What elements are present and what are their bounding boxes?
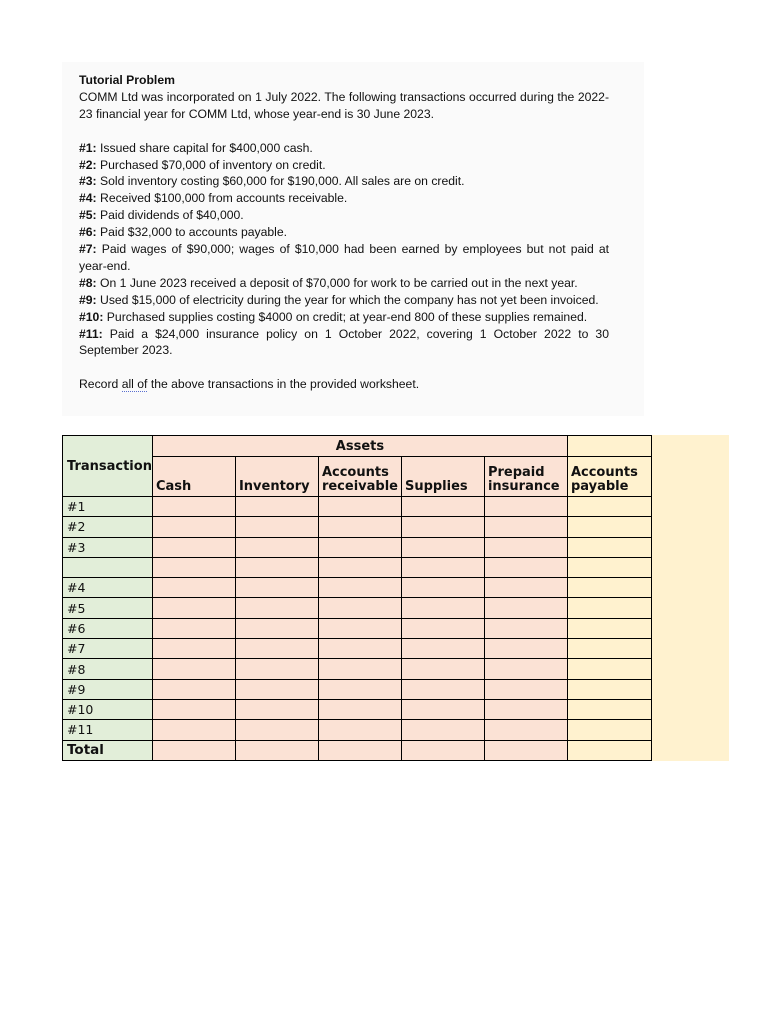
col-supplies: Supplies [401,457,484,497]
col-accounts-receivable: Accounts receivable [318,457,401,497]
prepaid-insurance-cell[interactable] [484,659,567,679]
accounts-receivable-cell[interactable] [318,618,401,638]
accounts-payable-cell[interactable] [567,720,651,740]
accounts-payable-cell[interactable] [567,659,651,679]
accounts-receivable-cell[interactable] [318,740,401,760]
supplies-cell[interactable] [401,740,484,760]
transaction-list [79,140,644,360]
worksheet-row [63,578,652,598]
worksheet-row [63,598,652,618]
accounts-payable-cell[interactable] [567,557,651,577]
inventory-cell[interactable] [235,639,318,659]
inventory-cell[interactable] [235,517,318,537]
accounts-payable-cell[interactable] [567,639,651,659]
accounts-receivable-cell[interactable] [318,557,401,577]
accounts-payable-cell[interactable] [567,598,651,618]
tutorial-problem-panel [62,62,644,416]
transaction-text: Paid wages of $90,000; wages of $10,000 had been earned by employees but not paid at year-end. [79,242,609,273]
supplies-cell[interactable] [401,679,484,699]
problem-title: Tutorial Problem [79,73,175,87]
transaction-text: Issued share capital for $400,000 cash. [96,140,313,155]
supplies-cell[interactable] [401,557,484,577]
transaction-id: #4 [63,578,153,598]
worksheet-row [63,557,652,577]
transaction-id: #7 [63,639,153,659]
accounts-receivable-cell[interactable] [318,517,401,537]
accounts-receivable-cell[interactable] [318,720,401,740]
transaction-id: #11 [63,720,153,740]
accounts-payable-cell[interactable] [567,679,651,699]
transaction-text: Purchased $70,000 of inventory on credit. [96,157,326,172]
prepaid-insurance-cell[interactable] [484,639,567,659]
prepaid-insurance-cell[interactable] [484,618,567,638]
cash-cell[interactable] [152,679,235,699]
prepaid-insurance-cell[interactable] [484,679,567,699]
liabilities-header-cell [567,436,651,457]
cash-cell[interactable] [152,720,235,740]
accounts-payable-cell[interactable] [567,740,651,760]
transaction-label: #8: [79,275,97,290]
inventory-cell[interactable] [235,679,318,699]
transaction-text: Paid a $24,000 insurance policy on 1 October 2022, covering 1 October 2022 to 30 September 2023. [79,326,609,358]
worksheet-row [63,497,652,517]
col-cash: Cash [152,457,235,497]
worksheet-row [63,639,652,659]
transaction-id: #5 [63,598,153,618]
transaction-item [79,207,609,224]
accounts-payable-cell[interactable] [567,517,651,537]
accounts-payable-cell[interactable] [567,618,651,638]
accounts-receivable-cell[interactable] [318,639,401,659]
transaction-id: #3 [63,537,153,557]
supplies-cell[interactable] [401,537,484,557]
total-row [63,740,652,760]
supplies-cell[interactable] [401,659,484,679]
accounts-receivable-cell[interactable] [318,699,401,719]
supplies-cell[interactable] [401,517,484,537]
cash-cell[interactable] [152,618,235,638]
accounts-receivable-cell[interactable] [318,537,401,557]
cash-cell[interactable] [152,517,235,537]
transaction-id: #6 [63,618,153,638]
supplies-cell[interactable] [401,598,484,618]
cash-cell[interactable] [152,578,235,598]
worksheet-table [62,435,652,761]
accounts-payable-cell[interactable] [567,699,651,719]
accounts-receivable-cell[interactable] [318,578,401,598]
accounts-payable-cell[interactable] [567,497,651,517]
worksheet-row [63,517,652,537]
inventory-cell[interactable] [235,720,318,740]
transaction-id [63,557,153,577]
transaction-label: #7: [79,242,97,257]
prepaid-insurance-cell[interactable] [484,517,567,537]
transaction-label: #5: [79,208,97,223]
transaction-text: Purchased supplies costing $4000 on credit; at year-end 800 of these supplies remained. [103,309,588,324]
transaction-item [79,326,609,360]
transaction-id: #9 [63,679,153,699]
worksheet-row [63,659,652,679]
worksheet-row [63,537,652,557]
transaction-id: #10 [63,699,153,719]
prepaid-insurance-cell[interactable] [484,497,567,517]
supplies-cell[interactable] [401,578,484,598]
accounts-receivable-cell[interactable] [318,497,401,517]
transaction-label: #9: [79,292,97,307]
inventory-cell[interactable] [235,557,318,577]
transaction-id: #2 [63,517,153,537]
transaction-id: #1 [63,497,153,517]
cash-cell[interactable] [152,699,235,719]
transaction-label: #3: [79,174,97,189]
worksheet-row [63,720,652,740]
transaction-id: #8 [63,659,153,679]
transaction-text: Paid $32,000 to accounts payable. [96,225,288,240]
transaction-item [79,309,609,326]
transaction-item [79,157,609,174]
prepaid-insurance-cell[interactable] [484,578,567,598]
supplies-cell[interactable] [401,720,484,740]
supplies-cell[interactable] [401,639,484,659]
inventory-cell[interactable] [235,497,318,517]
accounts-payable-cell[interactable] [567,578,651,598]
inventory-cell[interactable] [235,740,318,760]
col-prepaid-insurance: Prepaid insurance [484,457,567,497]
transaction-label: #6: [79,225,97,240]
transaction-text: Paid dividends of $40,000. [96,208,244,223]
cash-cell[interactable] [152,598,235,618]
worksheet-row [63,618,652,638]
accounts-receivable-cell[interactable] [318,679,401,699]
col-accounts-payable: Accounts payable [567,457,651,497]
cash-cell[interactable] [152,659,235,679]
inventory-cell[interactable] [235,578,318,598]
transaction-item [79,190,609,207]
worksheet-row [63,699,652,719]
cash-cell[interactable] [152,740,235,760]
grammar-mark: all of [121,377,148,392]
cash-cell[interactable] [152,537,235,557]
instruction-text: Record all of the above transactions in the provided worksheet. [79,377,420,392]
prepaid-insurance-cell[interactable] [484,537,567,557]
inventory-cell[interactable] [235,598,318,618]
inventory-cell[interactable] [235,537,318,557]
transaction-item [79,140,609,157]
cash-cell[interactable] [152,639,235,659]
prepaid-insurance-cell[interactable] [484,740,567,760]
transaction-text: Sold inventory costing $60,000 for $190,000. All sales are on credit. [96,174,465,189]
transaction-item [79,292,609,309]
cash-cell[interactable] [152,497,235,517]
transaction-item [79,173,609,190]
transaction-header: Transaction [63,436,153,497]
problem-intro: COMM Ltd was incorporated on 1 July 2022. The following transactions occurred during the 2022-23 financial year for COMM Ltd, whose year-end is 30 June 2023. [79,89,609,121]
inventory-cell[interactable] [235,618,318,638]
total-label: Total [63,740,153,760]
transaction-item [79,241,609,275]
transaction-label: #4: [79,191,97,206]
supplies-cell[interactable] [401,497,484,517]
accounts-payable-cell[interactable] [567,537,651,557]
transaction-text: On 1 June 2023 received a deposit of $70,000 for work to be carried out in the next year. [96,275,578,290]
transaction-text: Received $100,000 from accounts receivable. [96,191,348,206]
prepaid-insurance-cell[interactable] [484,720,567,740]
prepaid-insurance-cell[interactable] [484,557,567,577]
accounts-receivable-cell[interactable] [318,598,401,618]
transaction-label: #11: [79,326,103,341]
inventory-cell[interactable] [235,699,318,719]
transaction-label: #10: [79,309,104,324]
worksheet-row [63,679,652,699]
transaction-text: Used $15,000 of electricity during the year for which the company has not yet been invoiced. [96,292,599,307]
transaction-label: #2: [79,157,97,172]
supplies-cell[interactable] [401,699,484,719]
prepaid-insurance-cell[interactable] [484,699,567,719]
assets-header: Assets [152,436,567,457]
transaction-label: #1: [79,140,97,155]
accounts-receivable-cell[interactable] [318,659,401,679]
cash-cell[interactable] [152,557,235,577]
transaction-item [79,275,609,292]
inventory-cell[interactable] [235,659,318,679]
col-inventory: Inventory [235,457,318,497]
transaction-item [79,224,609,241]
supplies-cell[interactable] [401,618,484,638]
prepaid-insurance-cell[interactable] [484,598,567,618]
